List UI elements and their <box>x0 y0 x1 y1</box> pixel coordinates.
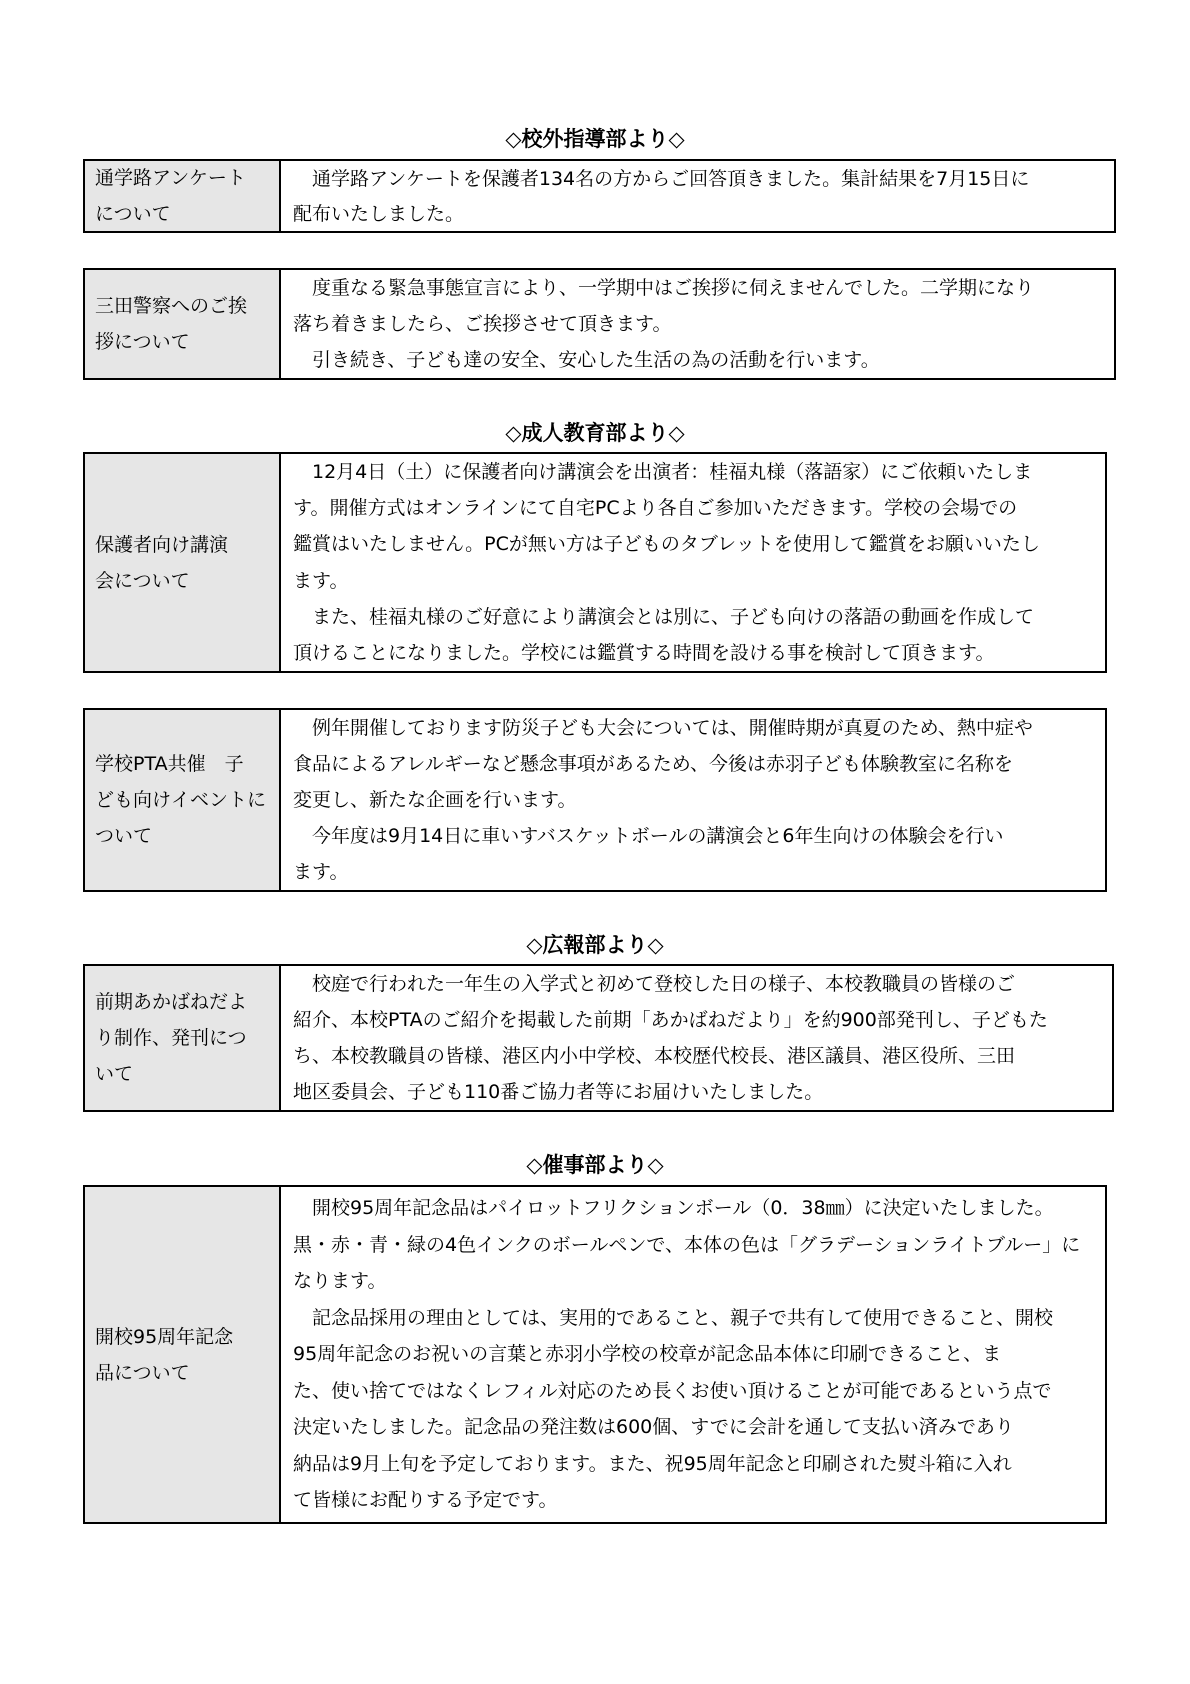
heading-saiji: ◇催事部より◇ <box>526 1153 664 1177</box>
content-line: す。開催方式はオンラインにて自宅PCより各自ご参加いただきます。学校の会場での <box>293 497 1018 520</box>
box-label: 三田警察へのご挨 拶について <box>85 270 281 378</box>
box-label: 前期あかばねだよ り制作、発刊につ いて <box>85 966 281 1110</box>
heading-koho: ◇広報部より◇ <box>526 933 664 957</box>
box-label: 学校PTA共催 子 ども向けイベントに ついて <box>85 710 281 890</box>
heading-kogai: ◇校外指導部より◇ <box>505 127 685 151</box>
box-police-greeting <box>83 268 1116 380</box>
content-line: 鑑賞はいたしません。PCが無い方は子どものタブレットを使用して鑑賞をお願いいたし <box>293 533 1040 556</box>
content-line: 納品は9月上旬を予定しております。また、祝95周年記念と印刷された熨斗箱に入れ <box>293 1452 1012 1475</box>
content-line: 頂けることになりました。学校には鑑賞する時間を設ける事を検討して頂きます。 <box>293 641 995 664</box>
content-line: 記念品採用の理由としては、実用的であること、親子で共有して使用できること、開校 <box>293 1306 1054 1329</box>
box-content <box>281 710 1105 890</box>
box-content <box>281 1187 1105 1522</box>
content-line: なります。 <box>293 1270 387 1293</box>
content-line: 開校95周年記念品はパイロットフリクションボール（0．38㎜）に決定いたしました。 <box>293 1197 1054 1220</box>
heading-seijin: ◇成人教育部より◇ <box>505 421 685 445</box>
content-line: 黒・赤・青・緑の4色インクのボールペンで、本体の色は「グラデーションライトブルー」に <box>293 1233 1081 1256</box>
content-line: 引き続き、子ども達の安全、安心した生活の為の活動を行います。 <box>293 349 880 371</box>
content-line: 食品によるアレルギーなど懸念事項があるため、今後は赤羽子ども体験教室に名称を <box>293 753 1014 775</box>
content-line: 度重なる緊急事態宣言により、一学期中はご挨拶に伺えませんでした。二学期になり <box>293 277 1035 299</box>
box-tsugakuro-survey <box>83 159 1116 233</box>
content-line: て皆様にお配りする予定です。 <box>293 1489 558 1512</box>
box-content <box>281 966 1112 1110</box>
content-line: ます。 <box>293 569 349 592</box>
content-line: 12月4日（土）に保護者向け講演会を出演者：桂福丸様（落語家）にご依頼いたしま <box>293 460 1033 483</box>
content-line: ち、本校教職員の皆様、港区内小中学校、本校歴代校長、港区議員、港区役所、三田 <box>293 1045 1016 1067</box>
content-line: 配布いたしました。 <box>293 203 465 225</box>
content-line: 95周年記念のお祝いの言葉と赤羽小学校の校章が記念品本体に印刷できること、ま <box>293 1343 1002 1366</box>
content-line: 決定いたしました。記念品の発注数は600個、すでに会計を通して支払い済みであり <box>293 1416 1014 1439</box>
box-label: 通学路アンケート について <box>85 161 281 231</box>
box-label: 開校95周年記念 品について <box>85 1187 281 1522</box>
content-line: 通学路アンケートを保護者134名の方からご回答頂きました。集計結果を7月15日に <box>293 168 1030 190</box>
content-line: また、桂福丸様のご好意により講演会とは別に、子ども向けの落語の動画を作成して <box>293 605 1035 628</box>
box-parent-lecture <box>83 452 1107 673</box>
box-kids-event <box>83 708 1107 892</box>
content-line: 落ち着きましたら、ご挨拶させて頂きます。 <box>293 313 672 335</box>
box-label: 保護者向け講演 会について <box>85 454 281 671</box>
content-line: 校庭で行われた一年生の入学式と初めて登校した日の様子、本校教職員の皆様のご <box>293 973 1016 995</box>
content-line: 変更し、新たな企画を行います。 <box>293 789 577 811</box>
box-content <box>281 161 1114 231</box>
content-line: ます。 <box>293 861 349 883</box>
box-95th-anniversary-gift <box>83 1185 1107 1524</box>
box-content <box>281 454 1105 671</box>
content-line: 地区委員会、子ども110番ご協力者等にお届けいたしました。 <box>293 1081 824 1103</box>
content-line: 今年度は9月14日に車いすバスケットボールの講演会と6年生向けの体験会を行い <box>293 825 1004 847</box>
content-line: 例年開催しております防災子ども大会については、開催時期が真夏のため、熱中症や <box>293 717 1033 739</box>
content-line: た、使い捨てではなくレフィル対応のため長くお使い頂けることが可能であるという点で <box>293 1379 1052 1402</box>
box-content <box>281 270 1114 378</box>
box-akabane-dayori <box>83 964 1114 1112</box>
content-line: 紹介、本校PTAのご紹介を掲載した前期「あかばねだより」を約900部発刊し、子どもた <box>293 1009 1048 1031</box>
